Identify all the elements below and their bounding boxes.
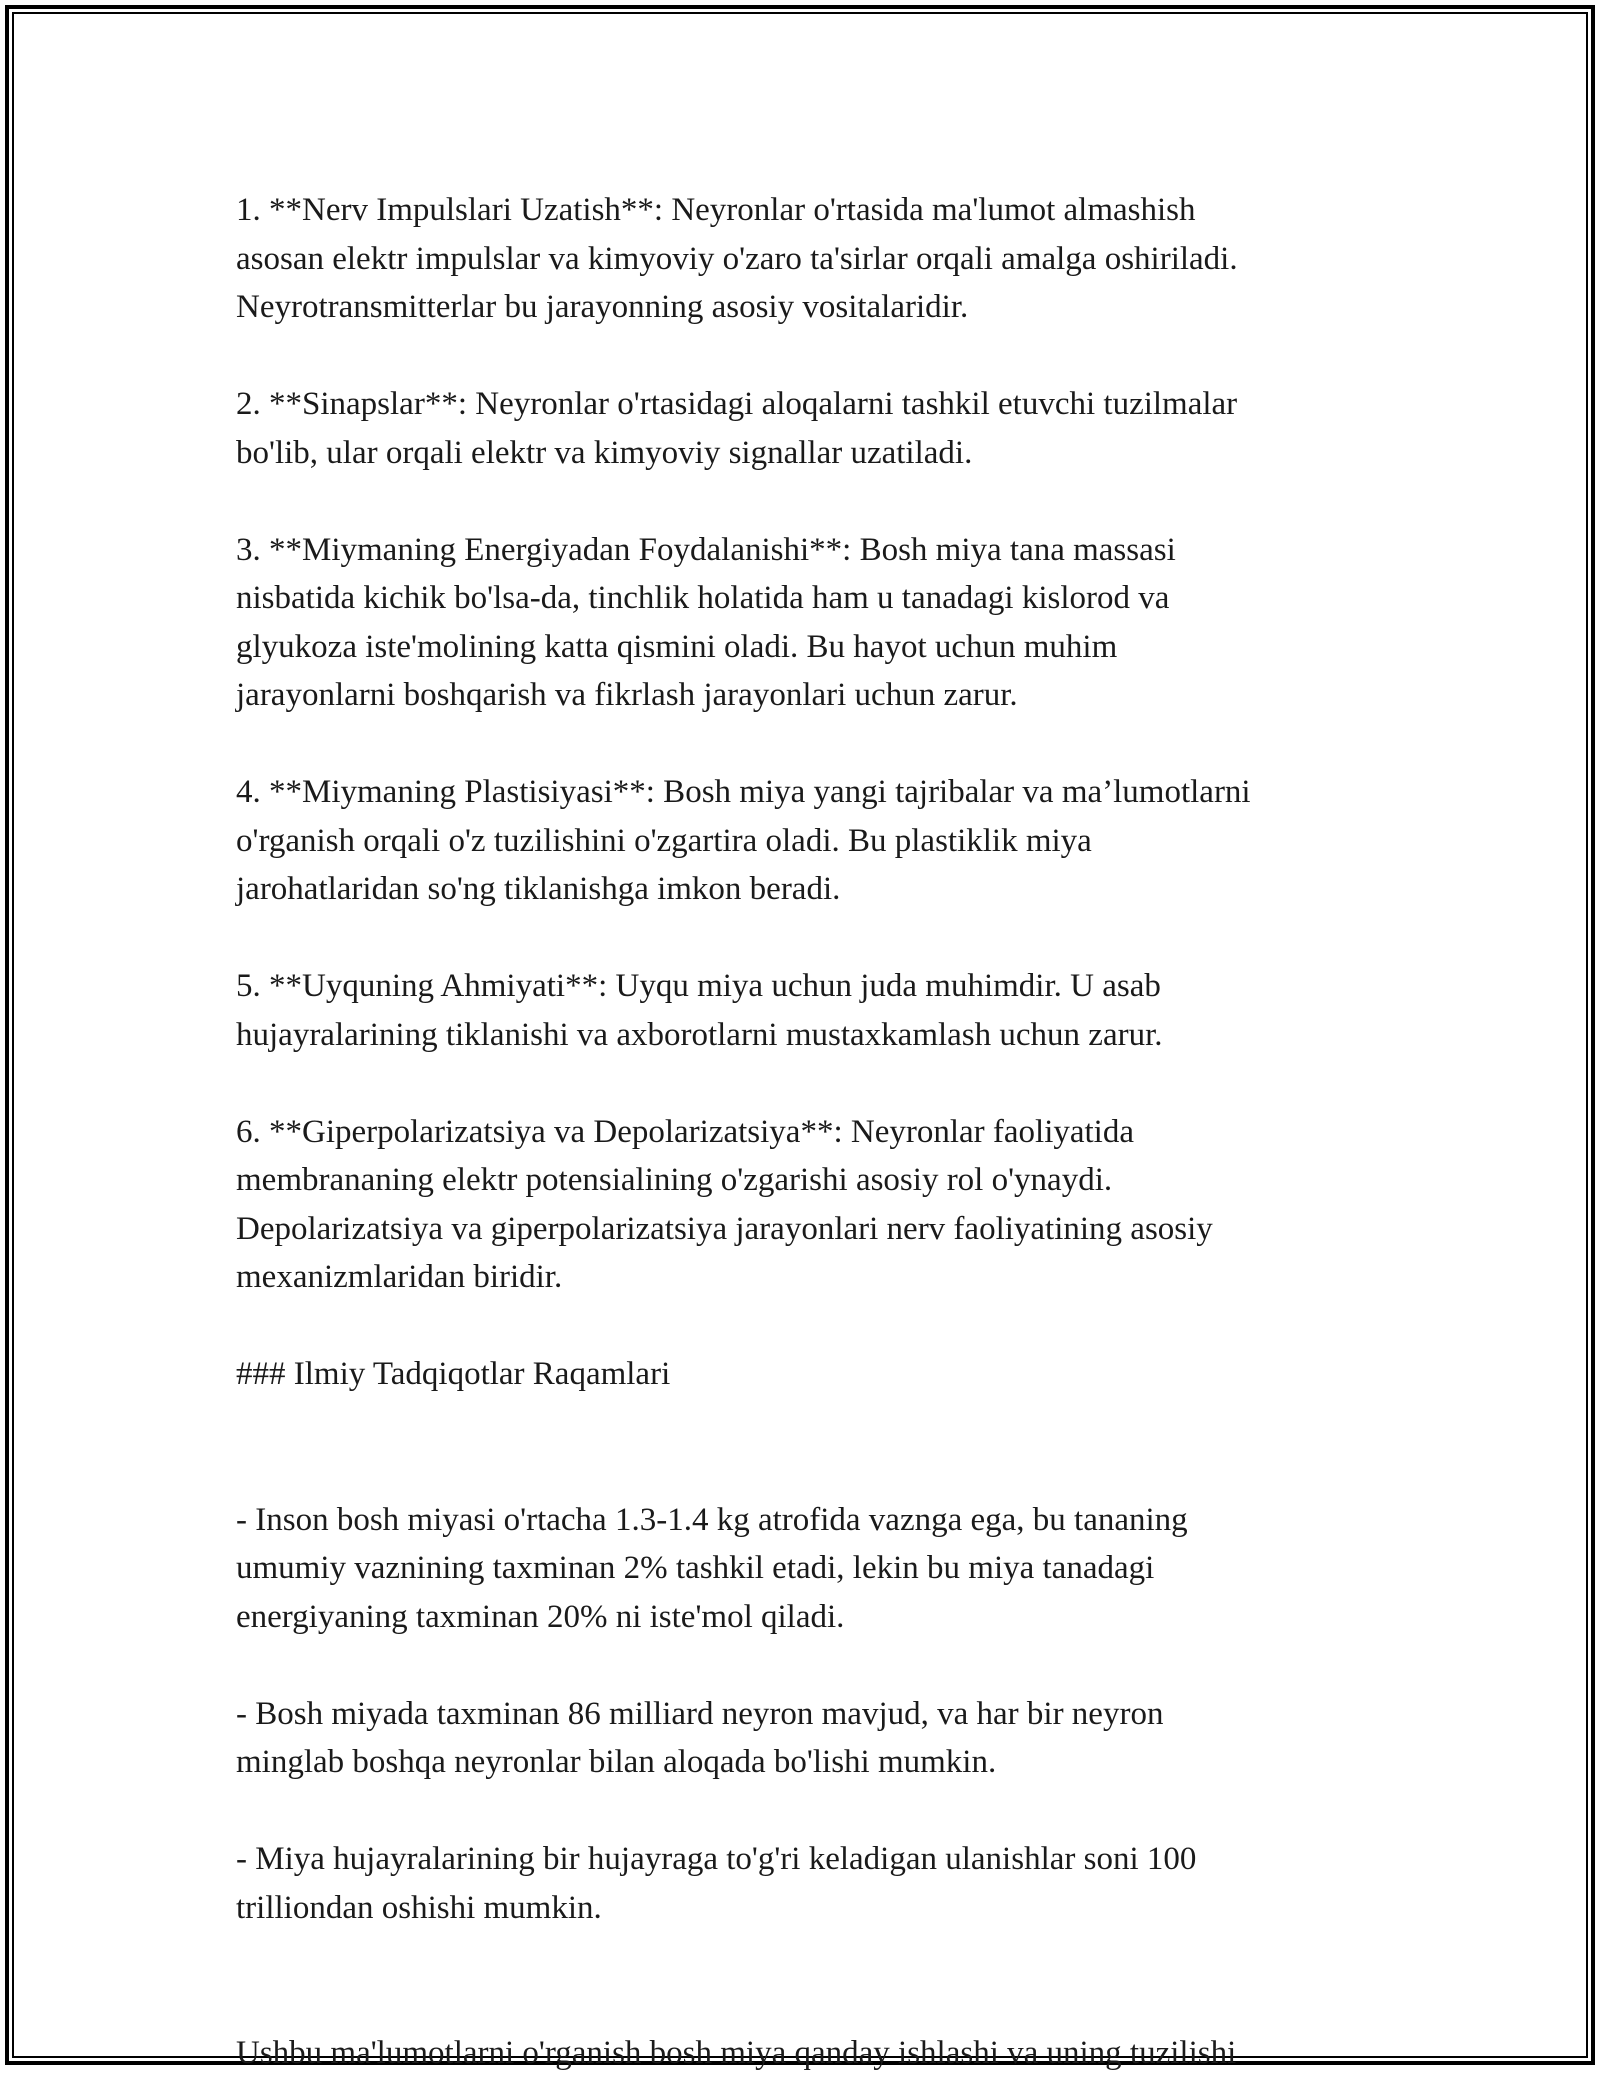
- paragraph-polarization: 6. **Giperpolarizatsiya va Depolarizatsiya**: Neyronlar faoliyatida membrananing elektr potensialining o'zgarishi asosiy rol o'ynaydi. Depolarizatsiya va giperpolarizatsiya jarayonlari nerv faoliyatining asosiy mexanizmlaridan biridir.: [236, 1113, 1213, 1295]
- paragraph-sleep-importance: 5. **Uyquning Ahmiyati**: Uyqu miya uchun juda muhimdir. U asab hujayralarining tiklanishi va axborotlarni mustaxkamlash uchun zarur.: [236, 968, 1163, 1053]
- closing-line: Ushbu ma'lumotlarni o'rganish bosh miya qanday ishlashi va uning tuzilishi: [236, 2035, 1237, 2071]
- paragraph-synapses: 2. **Sinapslar**: Neyronlar o'rtasidagi aloqalarni tashkil etuvchi tuzilmalar bo'lib, ular orqali elektr va kimyoviy signallar uzatiladi.: [236, 386, 1238, 471]
- document-body: [236, 186, 1386, 2078]
- list-item: - Miya hujayralarining bir hujayraga to'g'ri keladigan ulanishlar soni 100 trilliondan oshishi mumkin.: [236, 1841, 1197, 1926]
- paragraph-nerve-impulses: 1. **Nerv Impulslari Uzatish**: Neyronlar o'rtasida ma'lumot almashish asosan elektr impulslar va kimyoviy o'zaro ta'sirlar orqali amalga oshiriladi. Neyrotransmitterlar bu jarayonning asosiy vositalaridir.: [236, 192, 1238, 325]
- list-item: - Bosh miyada taxminan 86 milliard neyron mavjud, va har bir neyron minglab boshqa neyronlar bilan aloqada bo'lishi mumkin.: [236, 1695, 1164, 1780]
- list-item: - Inson bosh miyasi o'rtacha 1.3-1.4 kg atrofida vaznga ega, bu tananing umumiy vaznining taxminan 2% tashkil etadi, lekin bu miya tanadagi energiyaning taxminan 20% ni iste'mol qiladi.: [236, 1501, 1188, 1635]
- section-heading: ### Ilmiy Tadqiqotlar Raqamlari: [236, 1356, 671, 1392]
- bullet-list: [236, 1447, 1386, 1981]
- paragraph-brain-energy: 3. **Miymaning Energiyadan Foydalanishi**: Bosh miya tana massasi nisbatida kichik bo'lsa-da, tinchlik holatida ham u tanadagi kislorod va glyukoza iste'molining katta qismini oladi. Bu hayot uchun muhim jarayonlarni boshqarish va fikrlash jarayonlari uchun zarur.: [236, 531, 1176, 713]
- paragraph-brain-plasticity: 4. **Miymaning Plastisiyasi**: Bosh miya yangi tajribalar va ma’lumotlarni o'rganish orqali o'z tuzilishini o'zgartira oladi. Bu plastiklik miya jarohatlaridan so'ng tiklanishga imkon beradi.: [236, 774, 1251, 907]
